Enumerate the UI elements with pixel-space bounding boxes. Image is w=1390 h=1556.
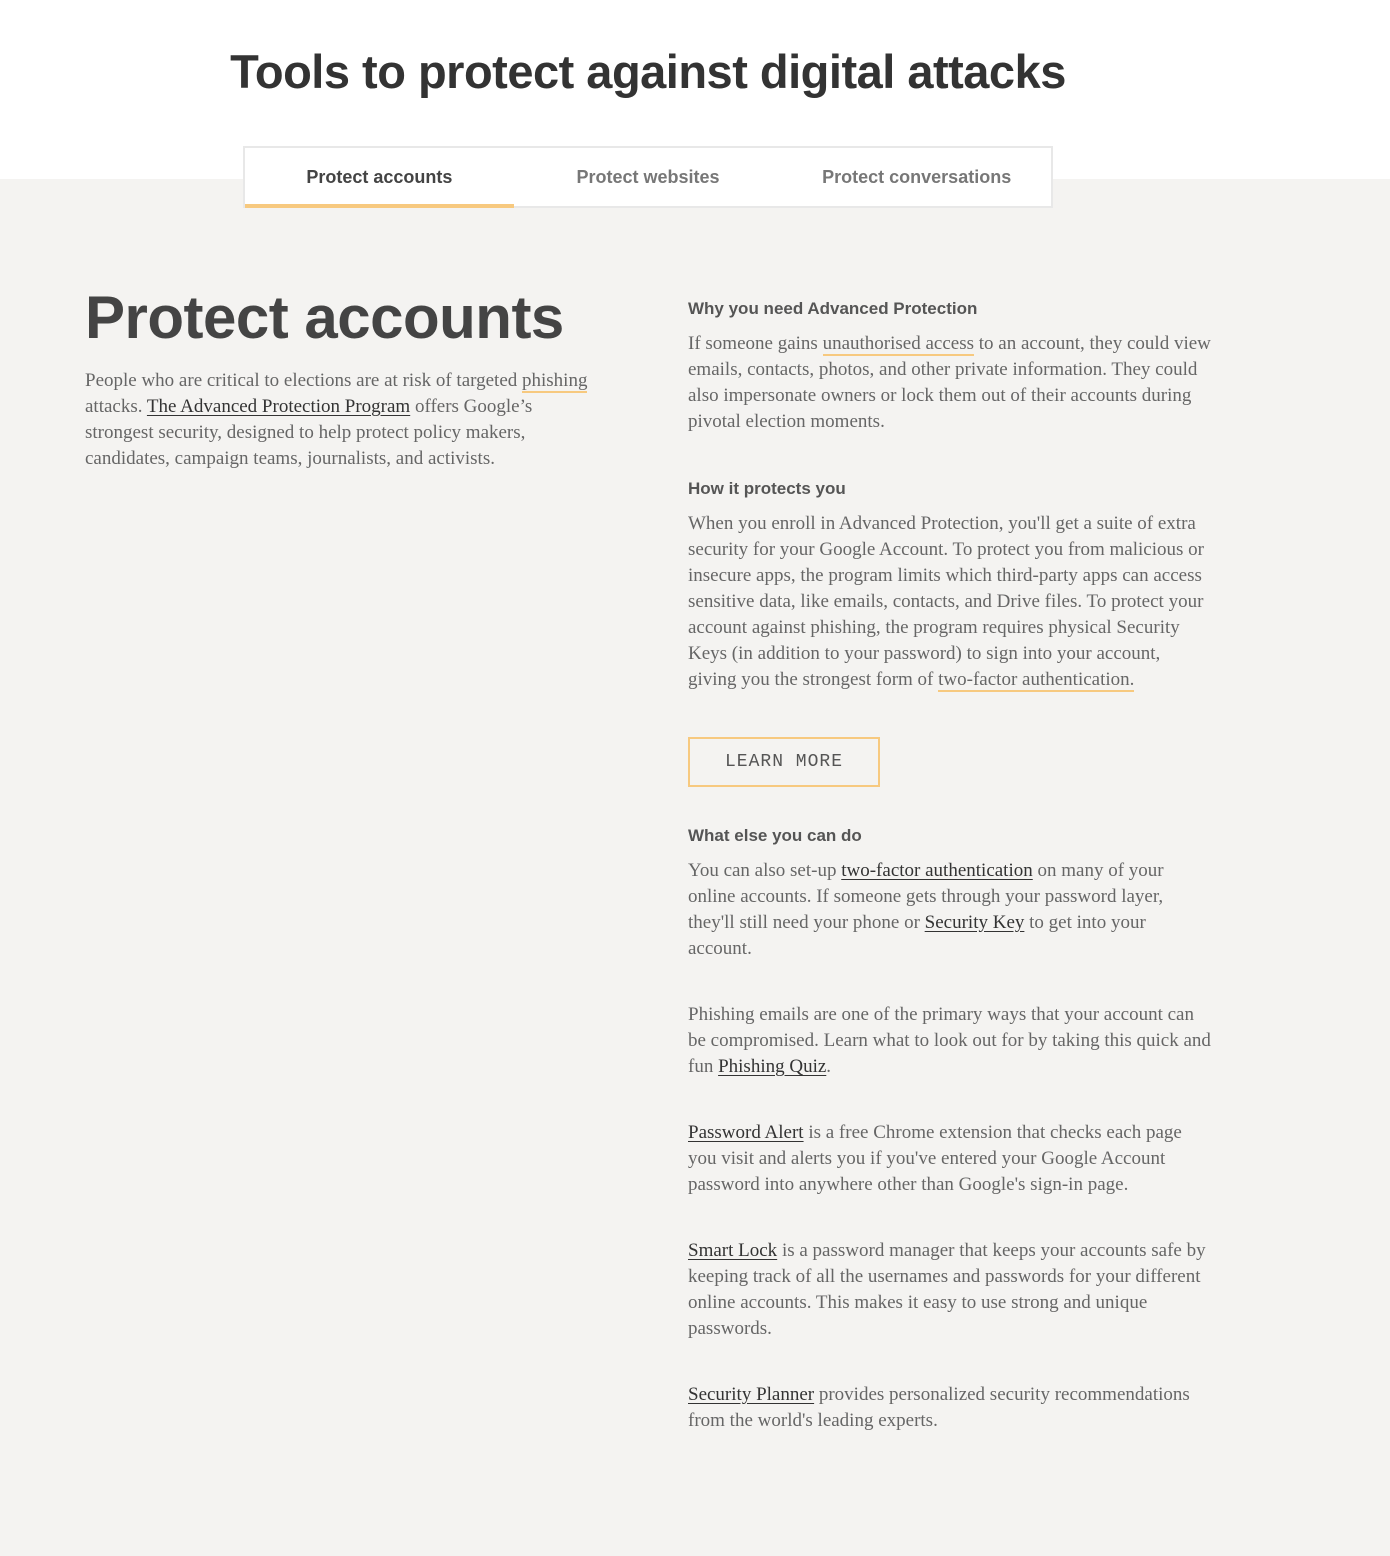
how-paragraph bbox=[688, 511, 1213, 693]
how-heading: How it protects you bbox=[688, 479, 846, 498]
right-column bbox=[688, 297, 1213, 1434]
page-title: Tools to protect against digital attacks bbox=[230, 45, 1066, 98]
phishing-paragraph bbox=[688, 1002, 1213, 1080]
password-alert-paragraph bbox=[688, 1120, 1213, 1198]
intro-paragraph bbox=[85, 368, 595, 472]
tab-protect-conversations[interactable]: Protect conversations bbox=[822, 166, 1012, 187]
security-planner-text: provides personalized security recommendations from the world's leading experts. bbox=[688, 1384, 1190, 1431]
what-else-paragraph bbox=[688, 858, 1213, 962]
why-paragraph bbox=[688, 331, 1213, 435]
why-text: If someone gains bbox=[688, 333, 823, 354]
learn-more-button[interactable]: LEARN MORE bbox=[688, 737, 880, 787]
intro-text: attacks. bbox=[85, 396, 147, 417]
intro-text: offers Google’s strongest security, designed to help protect policy makers, candidates, campaign teams, journalists, and activists. bbox=[85, 396, 533, 469]
security-key-link[interactable]: Security Key bbox=[924, 912, 1025, 933]
what-else-heading: What else you can do bbox=[688, 826, 862, 845]
tab-bar bbox=[243, 146, 1053, 208]
smart-lock-text: is a password manager that keeps your accounts safe by keeping track of all the usernames and passwords for your different online accounts. This makes it easy to use strong and unique passwords. bbox=[688, 1240, 1206, 1339]
tab-protect-accounts[interactable]: Protect accounts bbox=[245, 148, 514, 206]
why-text: to an account, they could view emails, contacts, photos, and other private information. They could also impersonate owners or lock them out of their accounts during pivotal election moments. bbox=[688, 333, 1211, 432]
advanced-protection-program-link[interactable]: The Advanced Protection Program bbox=[146, 396, 411, 417]
phishing-text: Phishing emails are one of the primary ways that your account can be compromised. Learn what to look out for by taking this quick and fun bbox=[688, 1004, 1211, 1077]
what-else-text: to get into your account. bbox=[688, 912, 1146, 959]
intro-text: People who are critical to elections are at risk of targeted bbox=[85, 370, 522, 391]
security-planner-paragraph bbox=[688, 1382, 1213, 1434]
two-factor-authentication-link[interactable]: two-factor authentication. bbox=[938, 669, 1135, 690]
phishing-quiz-link[interactable]: Phishing Quiz bbox=[718, 1056, 827, 1077]
smart-lock-link[interactable]: Smart Lock bbox=[688, 1240, 778, 1261]
left-column bbox=[85, 283, 595, 472]
why-heading: Why you need Advanced Protection bbox=[688, 299, 978, 318]
section-title: Protect accounts bbox=[85, 284, 564, 351]
password-alert-text: is a free Chrome extension that checks each page you visit and alerts you if you've entered your Google Account password into anywhere other than Google's sign-in page. bbox=[688, 1122, 1182, 1195]
smart-lock-paragraph bbox=[688, 1238, 1213, 1342]
phishing-link[interactable]: phishing bbox=[522, 370, 588, 391]
security-planner-link[interactable]: Security Planner bbox=[688, 1384, 815, 1405]
how-text: When you enroll in Advanced Protection, you'll get a suite of extra security for your Google Account. To protect you from malicious or insecure apps, the program limits which third-party apps can access sensitive data, like emails, contacts, and Drive files. To protect your account against phishing, the program requires physical Security Keys (in addition to your password) to sign into your account, giving you the strongest form of bbox=[688, 513, 1204, 690]
what-else-text: You can also set-up bbox=[688, 860, 842, 881]
unauthorised-access-link[interactable]: unauthorised access bbox=[822, 333, 974, 354]
two-factor-authentication-link-2[interactable]: two-factor authentication bbox=[841, 860, 1033, 881]
tab-protect-websites[interactable]: Protect websites bbox=[576, 166, 720, 187]
password-alert-link[interactable]: Password Alert bbox=[688, 1122, 804, 1143]
phishing-text: . bbox=[826, 1056, 832, 1077]
what-else-text: on many of your online accounts. If someone gets through your password layer, they'll still need your phone or bbox=[688, 860, 1164, 933]
